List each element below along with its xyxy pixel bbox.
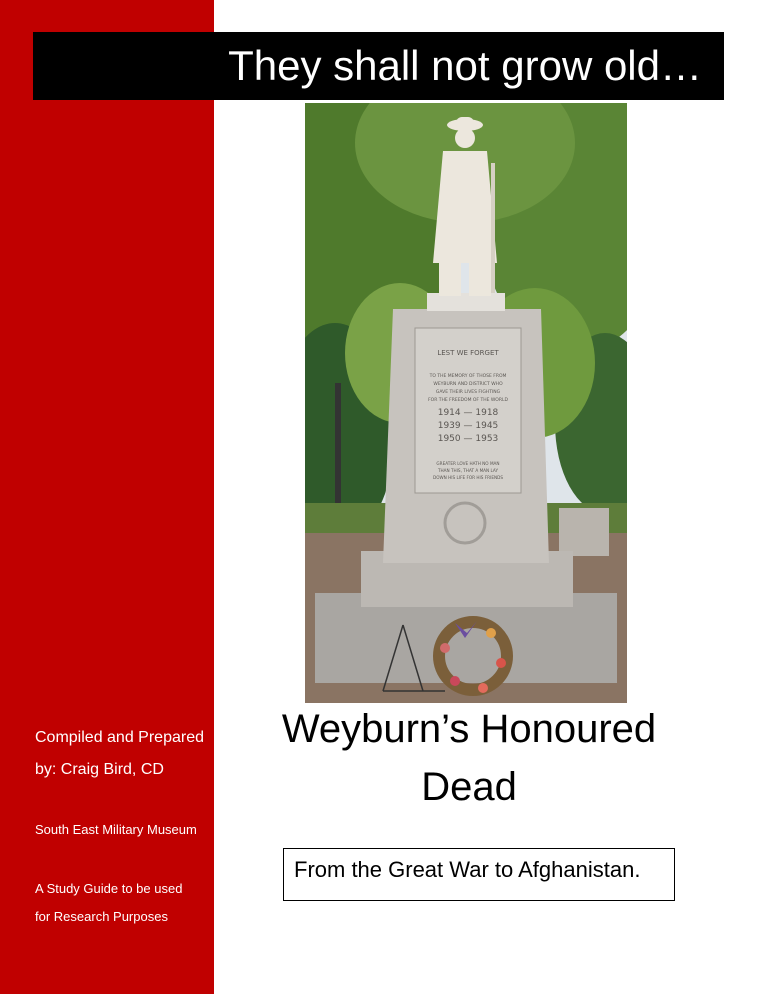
plaque-motto: LEST WE FORGET bbox=[437, 349, 499, 357]
museum-name: South East Military Museum bbox=[35, 822, 197, 837]
plaque-year: 1914 — 1918 bbox=[437, 408, 499, 418]
heading-line-1: Weyburn’s Honoured bbox=[281, 707, 657, 751]
plaque-verse: DOWN HIS LIFE FOR HIS FRIENDS bbox=[433, 475, 503, 480]
credit-line-2: by: Craig Bird, CD bbox=[35, 761, 164, 778]
credit-line-1: Compiled and Prepared bbox=[35, 729, 204, 746]
guide-line-1: A Study Guide to be used bbox=[35, 881, 183, 896]
heading-line-2: Dead bbox=[421, 765, 517, 809]
plaque-verse: THAN THIS, THAT A MAN LAY bbox=[437, 468, 499, 473]
cover-subtitle: From the Great War to Afghanistan. bbox=[294, 857, 641, 882]
cover-heading bbox=[240, 700, 698, 816]
plaque-line: GAVE THEIR LIVES FIGHTING bbox=[435, 390, 501, 395]
plaque-line: TO THE MEMORY OF THOSE FROM bbox=[429, 374, 507, 379]
guide-block bbox=[35, 875, 182, 931]
plaque-year: 1939 — 1945 bbox=[437, 421, 499, 431]
guide-line-2: for Research Purposes bbox=[35, 909, 168, 924]
plaque-year: 1950 — 1953 bbox=[437, 434, 499, 444]
plaque-line: FOR THE FREEDOM OF THE WORLD bbox=[428, 398, 508, 403]
subtitle-box bbox=[283, 848, 675, 901]
plaque-verse: GREATER LOVE HATH NO MAN bbox=[436, 461, 500, 466]
memorial-photo bbox=[305, 103, 627, 703]
credit-block bbox=[35, 722, 204, 786]
red-sidebar bbox=[0, 0, 214, 994]
plaque-line: WEYBURN AND DISTRICT WHO bbox=[433, 382, 503, 387]
cover-title: They shall not grow old… bbox=[228, 42, 702, 89]
title-banner bbox=[33, 32, 724, 100]
